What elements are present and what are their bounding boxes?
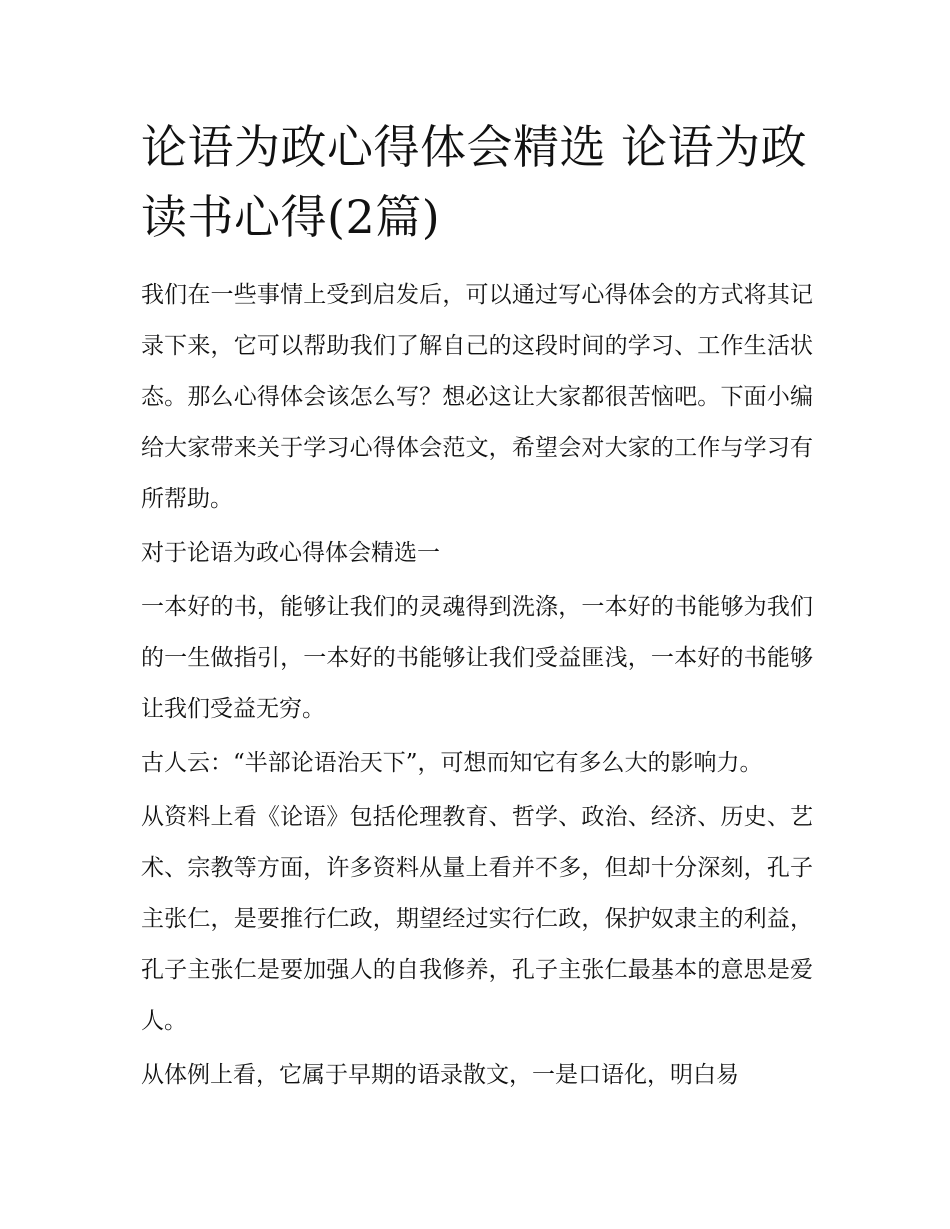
body-paragraph: 一本好的书，能够让我们的灵魂得到洗涤，一本好的书能够为我们的一生做指引，一本好的书能够让我们受益匪浅，一本好的书能够让我们受益无穷。 — [141, 594, 813, 722]
section-heading: 对于论语为政心得体会精选一 — [141, 540, 440, 566]
body-paragraph: 古人云：“半部论语治天下”，可想而知它有多么大的影响力。 — [141, 750, 763, 776]
body-paragraph: 从资料上看《论语》包括伦理教育、哲学、政治、经济、历史、艺术、宗教等方面，许多资料从量上看并不多，但却十分深刻，孔子主张仁，是要推行仁政，期望经过实行仁政，保护奴隶主的利益，孔子主张仁是要加强人的自我修养，孔子主张仁最基本的意思是爱人。 — [141, 804, 813, 1034]
document-title: 论语为政心得体会精选 论语为政读书心得(2篇) — [141, 120, 808, 244]
body-paragraph: 从体例上看，它属于早期的语录散文，一是口语化，明白易 — [141, 1062, 739, 1088]
document-body — [141, 112, 813, 1104]
intro-paragraph: 我们在一些事情上受到启发后，可以通过写心得体会的方式将其记录下来，它可以帮助我们了解自己的这段时间的学习、工作生活状态。那么心得体会该怎么写？想必这让大家都很苦恼吧。下面小编给大家带来关于学习心得体会范文，希望会对大家的工作与学习有所帮助。 — [141, 282, 813, 512]
